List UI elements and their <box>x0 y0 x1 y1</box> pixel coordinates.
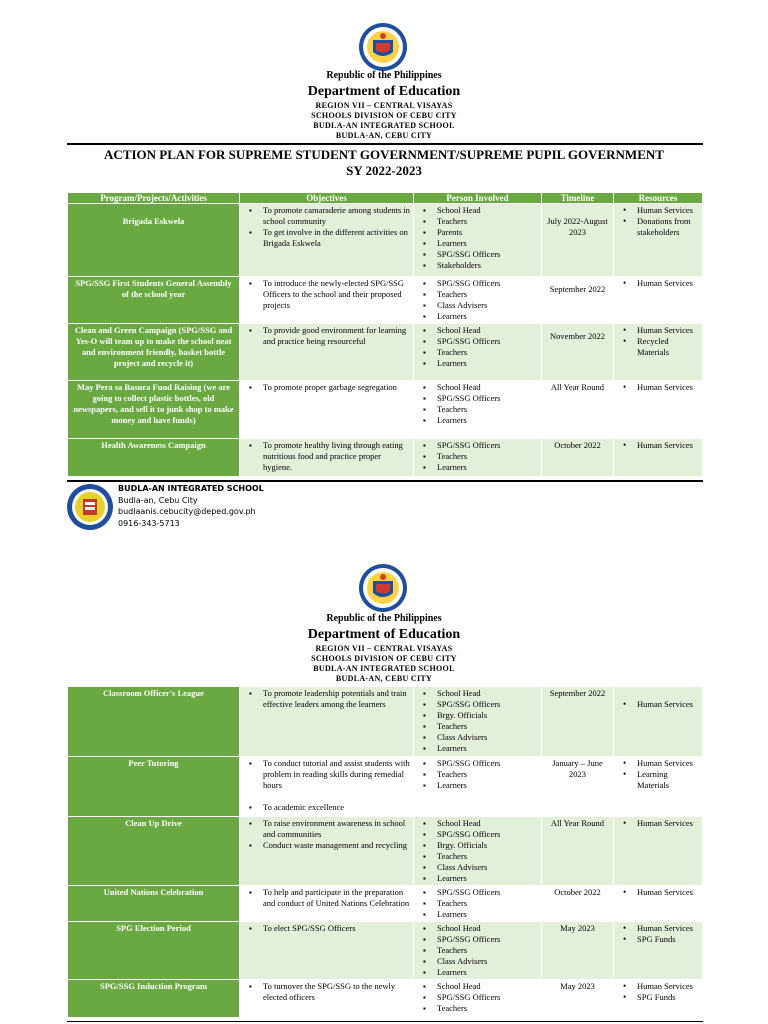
list-item: ▪ SPG/SSG Officers <box>437 699 538 710</box>
list-item: • Human Services <box>637 758 699 769</box>
department-text: Department of Education <box>307 627 461 642</box>
list-item: ▪ To elect SPG/SSG Officers <box>263 923 410 934</box>
timeline-cell: September 2022 <box>549 284 606 294</box>
list-item: ▪ Class Advisers <box>437 956 538 967</box>
objectives-list <box>243 278 410 311</box>
list-item: ▪ Class Advisers <box>437 300 538 311</box>
school-footer <box>66 483 706 533</box>
list-item: • Human Services <box>637 887 699 898</box>
timeline-cell: All Year Round <box>550 818 605 828</box>
list-item: ▪ SPG/SSG Officers <box>437 992 538 1003</box>
list-item: ▪ Learners <box>437 238 538 249</box>
objectives-list <box>243 758 410 813</box>
list-item: ▪ To promote proper garbage segregation <box>263 382 410 393</box>
list-item: ▪ To conduct tutorial and assist students with problem in reading skills during remedial hours <box>263 758 410 791</box>
objectives-list <box>243 205 410 249</box>
list-item: ▪ Teachers <box>437 945 538 956</box>
deped-seal <box>358 22 408 72</box>
list-item: ▪ Learners <box>437 909 538 920</box>
address-text: BUDLA-AN, CEBU CITY <box>335 674 433 683</box>
timeline-cell: October 2022 <box>554 440 601 450</box>
persons-list <box>417 278 538 322</box>
resources-list <box>617 325 699 358</box>
list-item: ▪ School Head <box>437 325 538 336</box>
program-cell: May Pera sa Basura Fund Raising (we are going to collect plastic bottles, old newspapers, and sell it to junk shop to make money and have funds) <box>73 382 234 425</box>
list-item: • Human Services <box>637 818 699 829</box>
list-item: • Human Services <box>637 440 699 451</box>
footer-email: budlaanis.cebucity@deped.gov.ph <box>118 507 256 516</box>
program-cell: Health Awareness Campaign <box>101 440 206 450</box>
letterhead <box>0 613 768 684</box>
list-item: ▪ To raise environment awareness in school and communities <box>263 818 410 840</box>
list-item: ▪ SPG/SSG Officers <box>437 829 538 840</box>
republic-text: Republic of the Philippines <box>326 613 442 624</box>
col-header-timeline: Timeline <box>542 193 614 204</box>
persons-list <box>417 887 538 920</box>
region-text: REGION VII – CENTRAL VISAYAS <box>315 644 453 653</box>
list-item: ▪ Teachers <box>437 347 538 358</box>
list-item: ▪ Learners <box>437 462 538 473</box>
list-item: • SPG Funds <box>637 992 699 1003</box>
list-item: ▪ To get involve in the different activities on Brigada Eskwela <box>263 227 410 249</box>
footer-text <box>118 483 264 529</box>
persons-list <box>417 818 538 884</box>
region-text: REGION VII – CENTRAL VISAYAS <box>315 101 453 110</box>
school-logo <box>66 483 114 531</box>
list-item: ▪ School Head <box>437 382 538 393</box>
persons-list <box>417 205 538 271</box>
list-item: ▪ To provide good environment for learning and practice being resourceful <box>263 325 410 347</box>
resources-list <box>617 887 699 898</box>
objectives-list <box>243 818 410 851</box>
persons-list <box>417 440 538 473</box>
persons-list <box>417 923 538 978</box>
program-cell: Clean Up Drive <box>125 818 182 828</box>
footer-rule <box>67 480 703 482</box>
timeline-cell: All Year Round <box>550 382 605 392</box>
timeline-cell: May 2023 <box>560 923 595 933</box>
header-rule <box>67 143 703 145</box>
list-item: ▪ Teachers <box>437 451 538 462</box>
persons-list <box>417 325 538 369</box>
objectives-list <box>243 688 410 710</box>
resources-list <box>617 205 699 238</box>
list-item: • Human Services <box>637 278 699 289</box>
list-item: ▪ SPG/SSG Officers <box>437 249 538 260</box>
objectives-list <box>243 923 410 934</box>
division-text: SCHOOLS DIVISION OF CEBU CITY <box>311 654 457 663</box>
table-row <box>68 381 703 439</box>
list-item: ▪ Conduct waste management and recycling <box>263 840 410 851</box>
persons-list <box>417 758 538 791</box>
col-header-resources: Resources <box>614 193 703 204</box>
footer-school-name: BUDLA-AN INTEGRATED SCHOOL <box>118 484 264 493</box>
list-item: ▪ To promote leadership potentials and train effective leaders among the learners <box>263 688 410 710</box>
list-item: ▪ Learners <box>437 743 538 754</box>
list-item: • SPG Funds <box>637 934 699 945</box>
list-item: ▪ Teachers <box>437 769 538 780</box>
list-item: ▪ Learners <box>437 358 538 369</box>
list-item: ▪ SPG/SSG Officers <box>437 393 538 404</box>
program-cell: Brigada Eskwela <box>122 216 185 226</box>
list-item: • Human Services <box>637 205 699 216</box>
table-row <box>68 817 703 886</box>
timeline-cell: November 2022 <box>549 331 605 341</box>
program-cell: Classroom Officer's League <box>103 688 204 698</box>
list-item: ▪ School Head <box>437 981 538 992</box>
program-cell: Peer Tutoring <box>128 758 179 768</box>
table-row <box>68 687 703 757</box>
list-item: ▪ Teachers <box>437 216 538 227</box>
program-cell: SPG Election Period <box>116 923 191 933</box>
resources-list <box>617 440 699 451</box>
division-text: SCHOOLS DIVISION OF CEBU CITY <box>311 111 457 120</box>
resources-list <box>617 278 699 289</box>
letterhead <box>0 70 768 141</box>
list-item: ▪ Parents <box>437 227 538 238</box>
list-item: • Human Services <box>637 923 699 934</box>
list-item: ▪ To help and participate in the preparation and conduct of United Nations Celebration <box>263 887 410 909</box>
program-cell: United Nations Celebration <box>103 887 204 897</box>
resources-list <box>617 981 699 1003</box>
list-item: ▪ Learners <box>437 311 538 322</box>
footer-address: Budla-an, Cebu City <box>118 495 198 505</box>
list-item: ▪ To introduce the newly-elected SPG/SSG Officers to the school and their proposed projects <box>263 278 410 311</box>
list-item: ▪ SPG/SSG Officers <box>437 934 538 945</box>
list-item: ▪ To academic excellence <box>263 802 410 813</box>
list-item: • Donations from stakeholders <box>637 216 699 238</box>
list-item: ▪ SPG/SSG Officers <box>437 758 538 769</box>
table-row <box>68 922 703 980</box>
list-item: ▪ SPG/SSG Officers <box>437 440 538 451</box>
title-line-1: ACTION PLAN FOR SUPREME STUDENT GOVERNMENT/SUPREME PUPIL GOVERNMENT <box>104 147 664 162</box>
persons-list <box>417 981 538 1014</box>
list-item: ▪ To promote camaraderie among students in school community <box>263 205 410 227</box>
table-row <box>68 757 703 817</box>
col-header-persons: Person Involved <box>414 193 542 204</box>
table-row <box>68 980 703 1018</box>
list-item: ▪ School Head <box>437 688 538 699</box>
timeline-cell: July 2022-August 2023 <box>547 216 608 237</box>
school-text: BUDLA-AN INTEGRATED SCHOOL <box>313 121 455 130</box>
list-item: • Learning Materials <box>637 769 699 791</box>
resources-list <box>617 923 699 945</box>
timeline-cell: January – June 2023 <box>552 758 603 779</box>
objectives-list <box>243 887 410 909</box>
timeline-cell: September 2022 <box>549 688 606 698</box>
department-text: Department of Education <box>307 84 461 99</box>
list-item: ▪ School Head <box>437 205 538 216</box>
timeline-cell: May 2023 <box>560 981 595 991</box>
objectives-list <box>243 981 410 1003</box>
list-item: ▪ Stakeholders <box>437 260 538 271</box>
list-item: ▪ To turnover the SPG/SSG to the newly elected officers <box>263 981 410 1003</box>
table-row <box>68 886 703 922</box>
col-header-program: Program/Projects/Activities <box>68 193 240 204</box>
table-row <box>68 324 703 381</box>
list-item: ▪ Learners <box>437 415 538 426</box>
list-item: ▪ Learners <box>437 780 538 791</box>
list-item: ▪ Class Advisers <box>437 862 538 873</box>
bottom-rule <box>67 1021 703 1022</box>
action-plan-table-2 <box>67 686 703 1018</box>
objectives-list <box>243 325 410 347</box>
table-row <box>68 204 703 277</box>
list-item: • Recycled Materials <box>637 336 699 358</box>
program-cell: Clean and Green Campaign (SPG/SSG and Yes-O will team up to make the school neat and environment friendly, basket bottle project and recycle it) <box>74 325 233 368</box>
resources-list <box>617 699 699 710</box>
list-item: ▪ Teachers <box>437 898 538 909</box>
resources-list <box>617 818 699 829</box>
title-line-2: SY 2022-2023 <box>346 163 422 178</box>
list-item: ▪ Teachers <box>437 721 538 732</box>
list-item: ▪ Teachers <box>437 404 538 415</box>
list-item: • Human Services <box>637 325 699 336</box>
list-item: ▪ Class Advisers <box>437 732 538 743</box>
address-text: BUDLA-AN, CEBU CITY <box>335 131 433 140</box>
program-cell: SPG/SSG First Students General Assembly of the school year <box>75 278 232 299</box>
list-item: ▪ SPG/SSG Officers <box>437 887 538 898</box>
table-row <box>68 277 703 324</box>
republic-text: Republic of the Philippines <box>326 70 442 81</box>
persons-list <box>417 382 538 426</box>
table-row <box>68 439 703 477</box>
persons-list <box>417 688 538 754</box>
list-item: ▪ Learners <box>437 873 538 884</box>
timeline-cell: October 2022 <box>554 887 601 897</box>
list-item: ▪ Teachers <box>437 289 538 300</box>
list-item: ▪ Learners <box>437 967 538 978</box>
list-item: ▪ School Head <box>437 923 538 934</box>
school-text: BUDLA-AN INTEGRATED SCHOOL <box>313 664 455 673</box>
program-cell: SPG/SSG Induction Program <box>99 981 208 991</box>
list-item: ▪ Brgy. Officials <box>437 710 538 721</box>
list-item: ▪ School Head <box>437 818 538 829</box>
col-header-objectives: Objectives <box>240 193 414 204</box>
list-item: • Human Services <box>637 382 699 393</box>
list-item: ▪ SPG/SSG Officers <box>437 278 538 289</box>
footer-phone: 0916-343-5713 <box>118 518 180 528</box>
list-item: ▪ SPG/SSG Officers <box>437 336 538 347</box>
list-item: ▪ Teachers <box>437 1003 538 1014</box>
list-item: ▪ Brgy. Officials <box>437 840 538 851</box>
list-item: • Human Services <box>637 981 699 992</box>
resources-list <box>617 758 699 791</box>
deped-seal <box>358 563 408 613</box>
list-item: ▪ To promote healthy living through eating nutritious food and practice proper hygiene. <box>263 440 410 473</box>
page-title <box>0 147 768 179</box>
action-plan-table-1 <box>67 192 703 477</box>
list-item: ▪ Teachers <box>437 851 538 862</box>
objectives-list <box>243 382 410 393</box>
resources-list <box>617 382 699 393</box>
objectives-list <box>243 440 410 473</box>
list-item: • Human Services <box>637 699 699 710</box>
